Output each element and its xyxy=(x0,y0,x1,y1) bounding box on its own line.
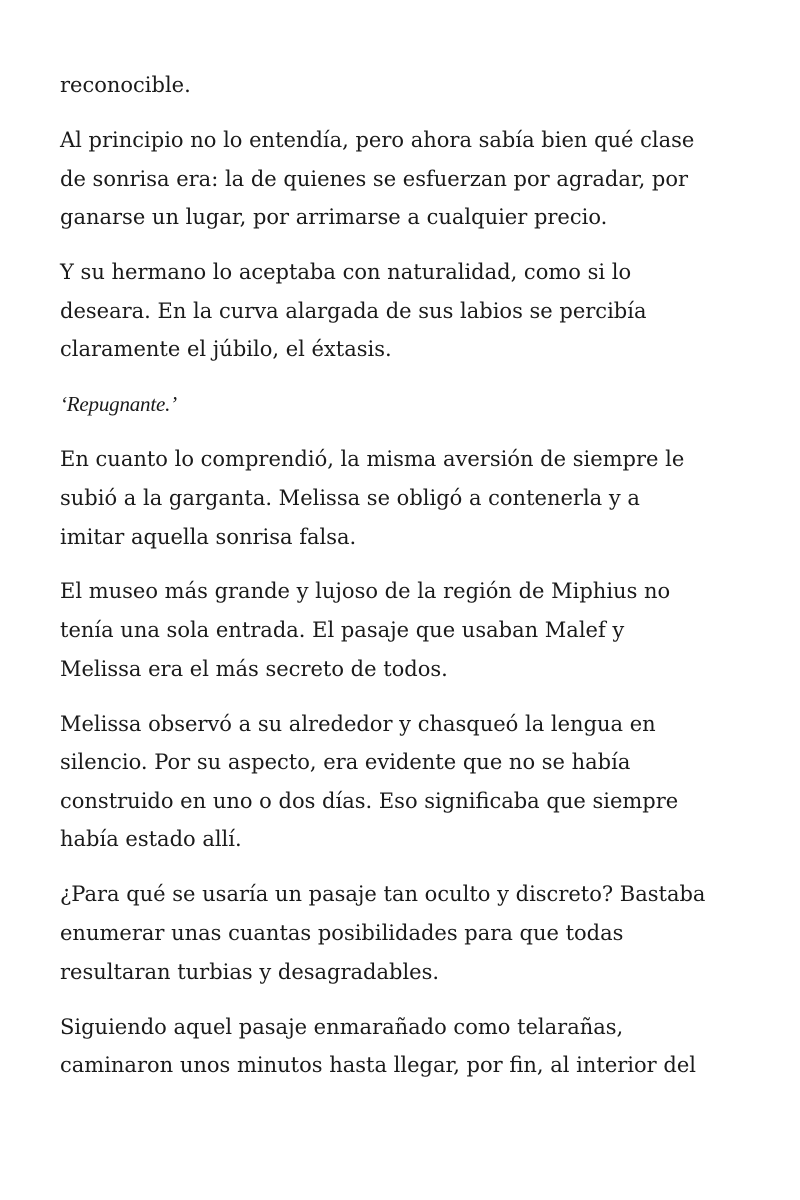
italic-thought: ‘Repugnante.’ xyxy=(60,392,177,417)
paragraph: El museo más grande y lujoso de la región de Miphius no tenía una sola entrada. El pasaje que usaban Malef y Melissa era el más secreto de todos. xyxy=(60,579,671,681)
paragraph: ¿Para qué se usaría un pasaje tan oculto y discreto? Bastaba enumerar unas cuantas posibilidades para que todas resultaran turbias y desagradables. xyxy=(60,882,706,984)
paragraph: En cuanto lo comprendió, la misma aversión de siempre le subió a la garganta. Melissa se obligó a contenerla y a imitar aquella sonrisa falsa. xyxy=(60,447,685,549)
paragraph: Y su hermano lo aceptaba con naturalidad, como si lo deseara. En la curva alargada de sus labios se percibía claramente el júbilo, el éxtasis. xyxy=(60,260,647,362)
paragraph: reconocible. xyxy=(60,73,191,97)
page-text xyxy=(60,66,760,1101)
paragraph: Siguiendo aquel pasaje enmarañado como telarañas, caminaron unos minutos hasta llegar, por fin, al interior del xyxy=(60,1014,696,1078)
paragraph: Melissa observó a su alrededor y chasqueó la lengua en silencio. Por su aspecto, era evidente que no se había construido en uno o dos días. Eso significaba que siempre había estado allí. xyxy=(60,711,679,852)
paragraph: Al principio no lo entendía, pero ahora sabía bien qué clase de sonrisa era: la de quienes se esfuerzan por agradar, por ganarse un lugar, por arrimarse a cualquier precio. xyxy=(60,127,695,230)
